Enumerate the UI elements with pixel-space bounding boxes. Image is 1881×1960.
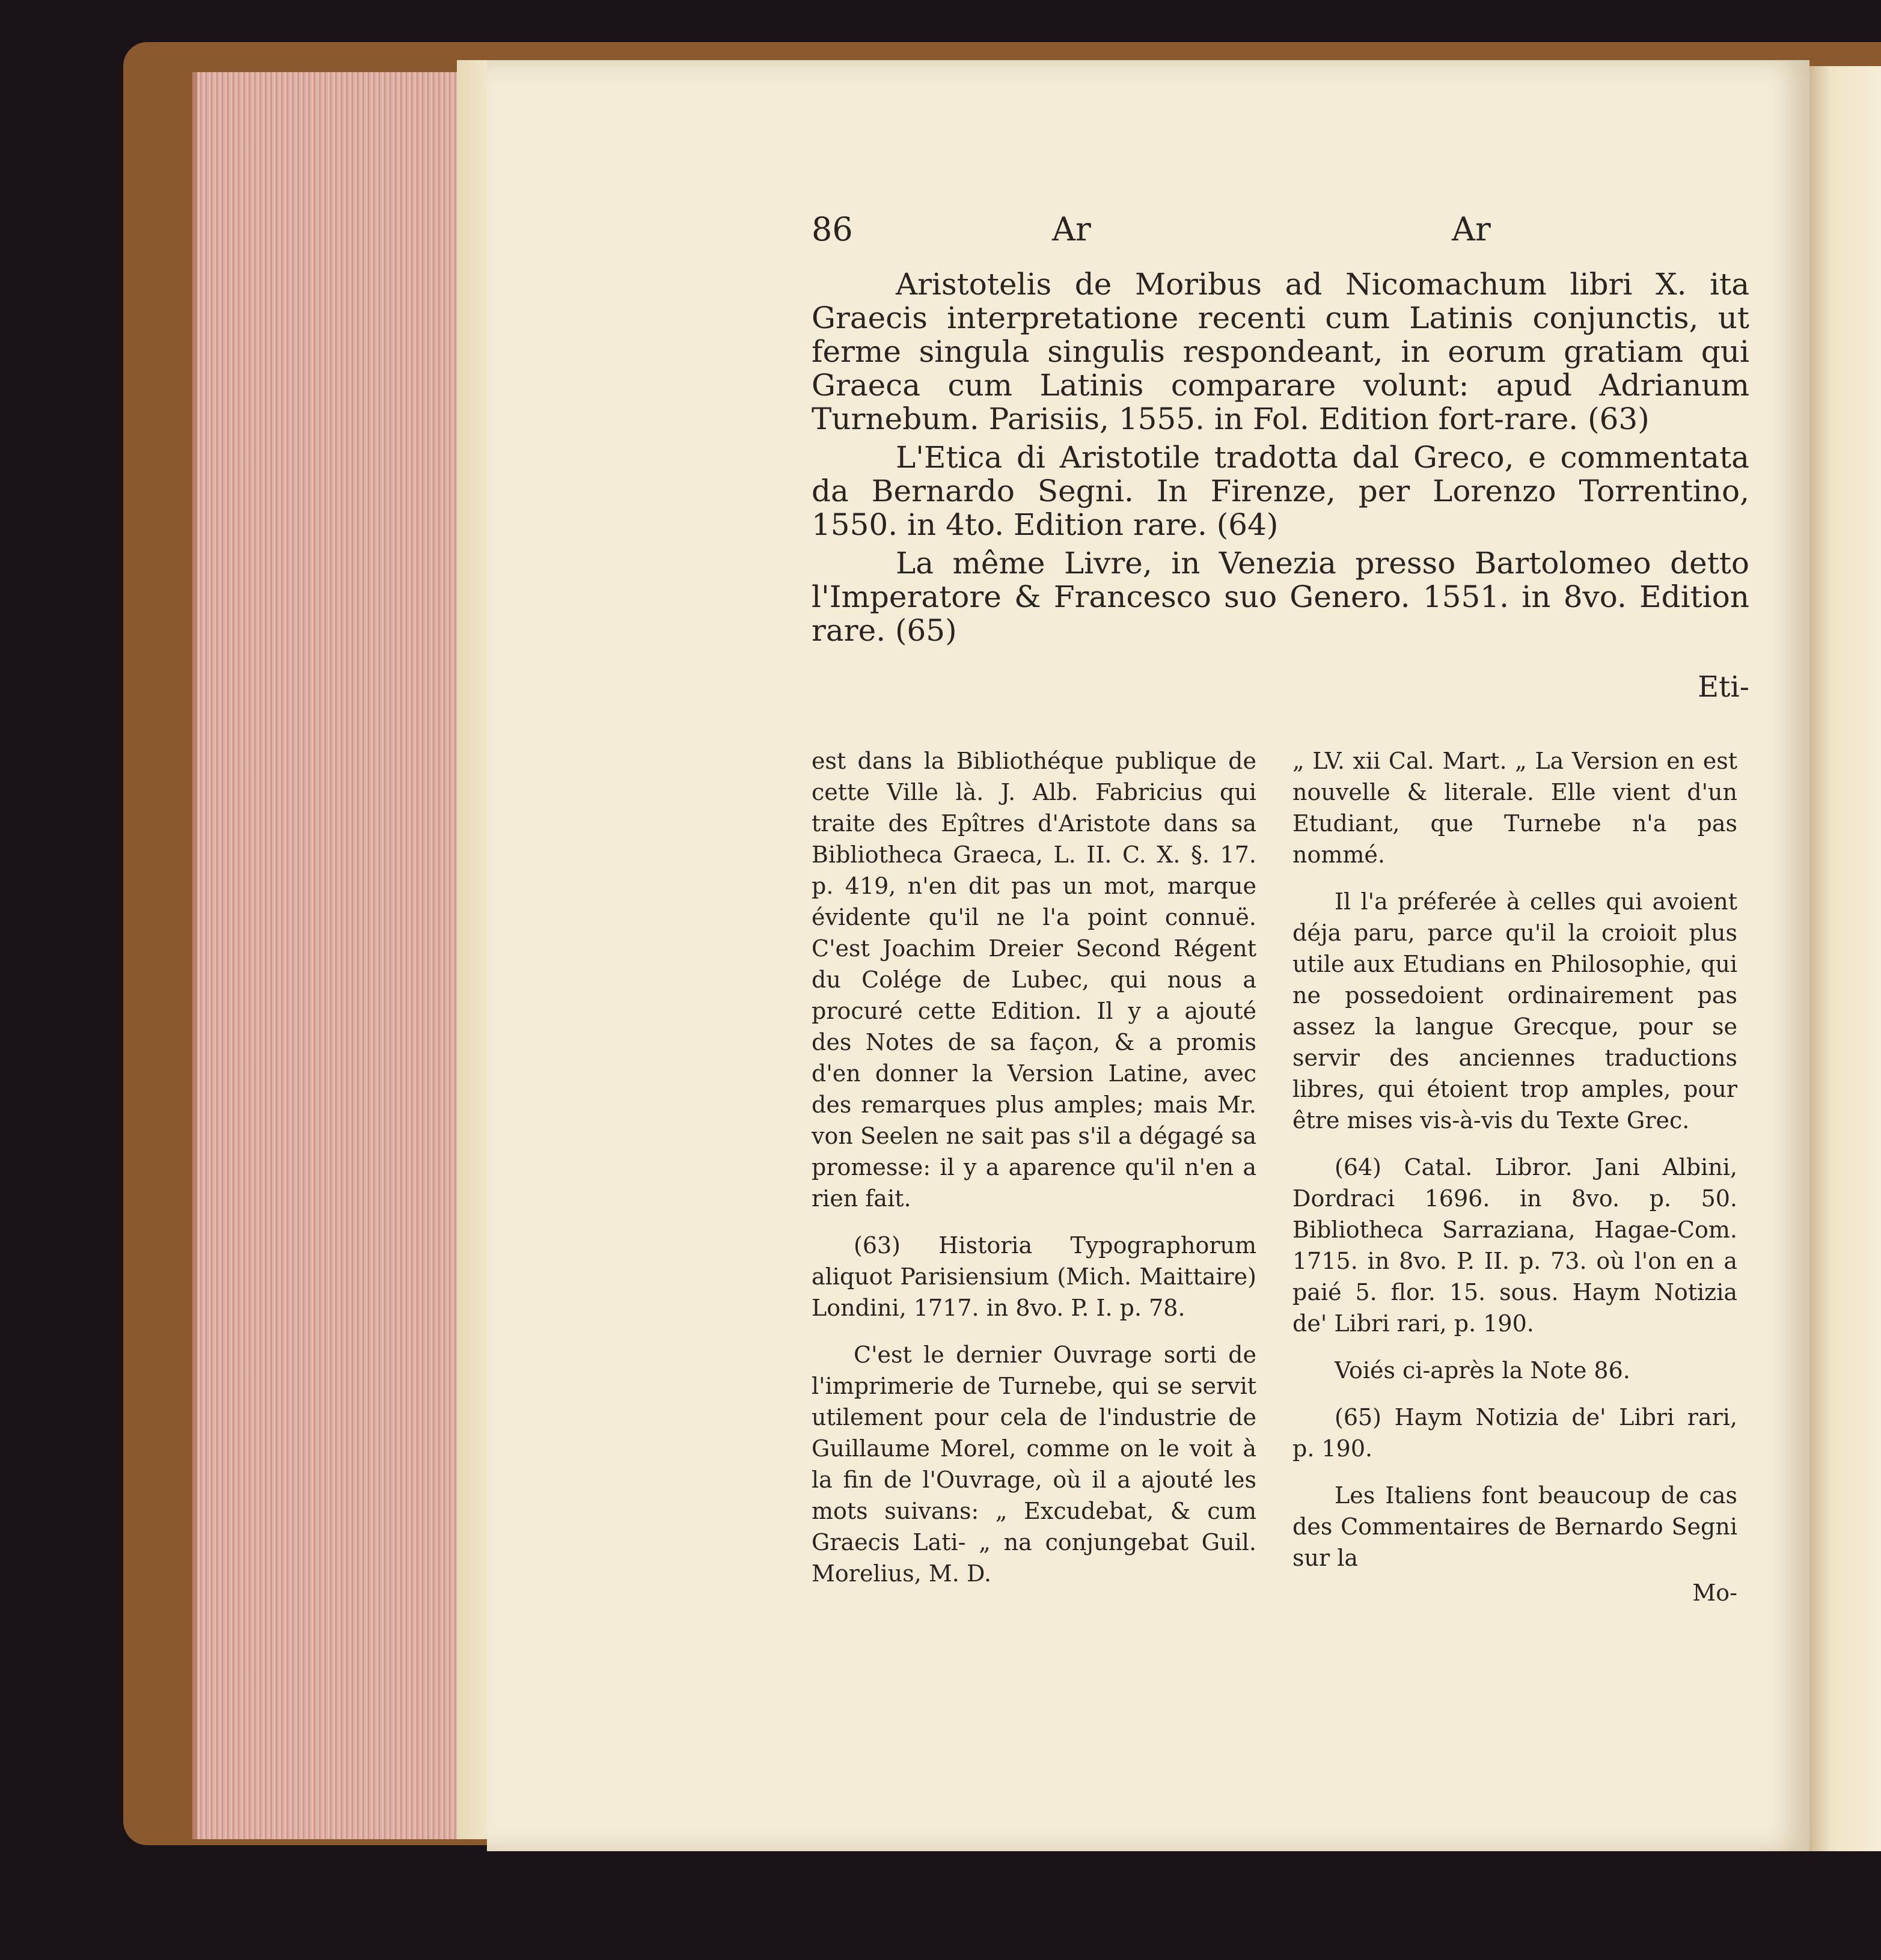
header-center: Ar	[1052, 210, 1091, 248]
entry-paragraph: La même Livre, in Venezia presso Bartolomeo detto l'Imperatore & Francesco suo Genero. 1551. in 8vo. Edition rare. (65)	[812, 546, 1749, 648]
footnote-paragraph: Voiés ci-après la Note 86.	[1335, 1357, 1630, 1384]
footnote-paragraph: (63) Historia Typographorum aliquot Parisiensium (Mich. Maittaire) Londini, 1717. in 8vo. P. I. p. 78.	[812, 1232, 1256, 1321]
entry-paragraph: Aristotelis de Moribus ad Nicomachum libri X. ita Graecis interpretatione recenti cum Latinis conjunctis, ut ferme singula singulis respondeant, in eorum gratiam qui Graeca cum Latinis comparare volunt: apud Adrianum Turnebum. Parisiis, 1555. in Fol. Edition fort-rare. (63)	[812, 267, 1749, 436]
footnote-paragraph: Les Italiens font beaucoup de cas des Commentaires de Bernardo Segni sur la	[1292, 1482, 1737, 1571]
running-header	[812, 210, 1749, 252]
page-edges	[192, 72, 492, 1839]
entry-paragraph: L'Etica di Aristotile tradotta dal Greco, e commentata da Bernardo Segni. In Firenze, per Lorenzo Torrentino, 1550. in 4to. Edition rare. (64)	[812, 440, 1749, 542]
main-text	[812, 267, 1749, 652]
header-right: Ar	[1452, 210, 1491, 248]
footnote-paragraph: Il l'a préferée à celles qui avoient déja paru, parce qu'il la croioit plus utile aux Etudians en Philosophie, qui ne possedoient ordinairement pas assez la langue Grecque, pour se servir des anciennes traductions libres, qui étoient trop amples, pour être mises vis-à-vis du Texte Grec.	[1292, 888, 1737, 1134]
footnote-paragraph: est dans la Bibliothéque publique de cette Ville là. J. Alb. Fabricius qui traite des Epîtres d'Aristote dans sa Bibliotheca Graeca, L. II. C. X. §. 17. p. 419, n'en dit pas un mot, marque évidente qu'il ne l'a point connuë. C'est Joachim Dreier Second Régent du Colége de Lubec, qui nous a procuré cette Edition. Il y a ajouté des Notes de sa façon, & a promis d'en donner la Version Latine, avec des remarques plus amples; mais Mr. von Seelen ne sait pas s'il a dégagé sa promesse: il y a aparence qu'il n'en a rien fait.	[812, 748, 1256, 1212]
footnote-paragraph: (65) Haym Notizia de' Libri rari, p. 190.	[1292, 1404, 1737, 1462]
catchword: Eti-	[1698, 670, 1749, 704]
footnote-paragraph: „ LV. xii Cal. Mart. „ La Version en est nouvelle & literale. Elle vient d'un Etudiant, que Turnebe n'a pas nommé.	[1292, 748, 1737, 868]
footnote-catchword: Mo-	[1692, 1580, 1737, 1606]
facing-page-edge	[1809, 66, 1881, 1851]
footnote-paragraph: C'est le dernier Ouvrage sorti de l'imprimerie de Turnebe, qui se servit utilement pour cela de l'industrie de Guillaume Morel, comme on le voit à la fin de l'Ouvrage, où il a ajouté les mots suivans: „ Excudebat, & cum Graecis Lati- „ na conjungebat Guil. Morelius, M. D.	[812, 1342, 1256, 1587]
page-number: 86	[812, 210, 853, 248]
footnote-paragraph: (64) Catal. Libror. Jani Albini, Dordraci 1696. in 8vo. p. 50. Bibliotheca Sarraziana, Hagae-Com. 1715. in 8vo. P. II. p. 73. où l'on en a paié 5. flor. 15. sous. Haym Notizia de' Libri rari, p. 190.	[1292, 1154, 1737, 1337]
footnotes-right	[1292, 745, 1737, 1624]
footnotes-left	[812, 745, 1256, 1605]
